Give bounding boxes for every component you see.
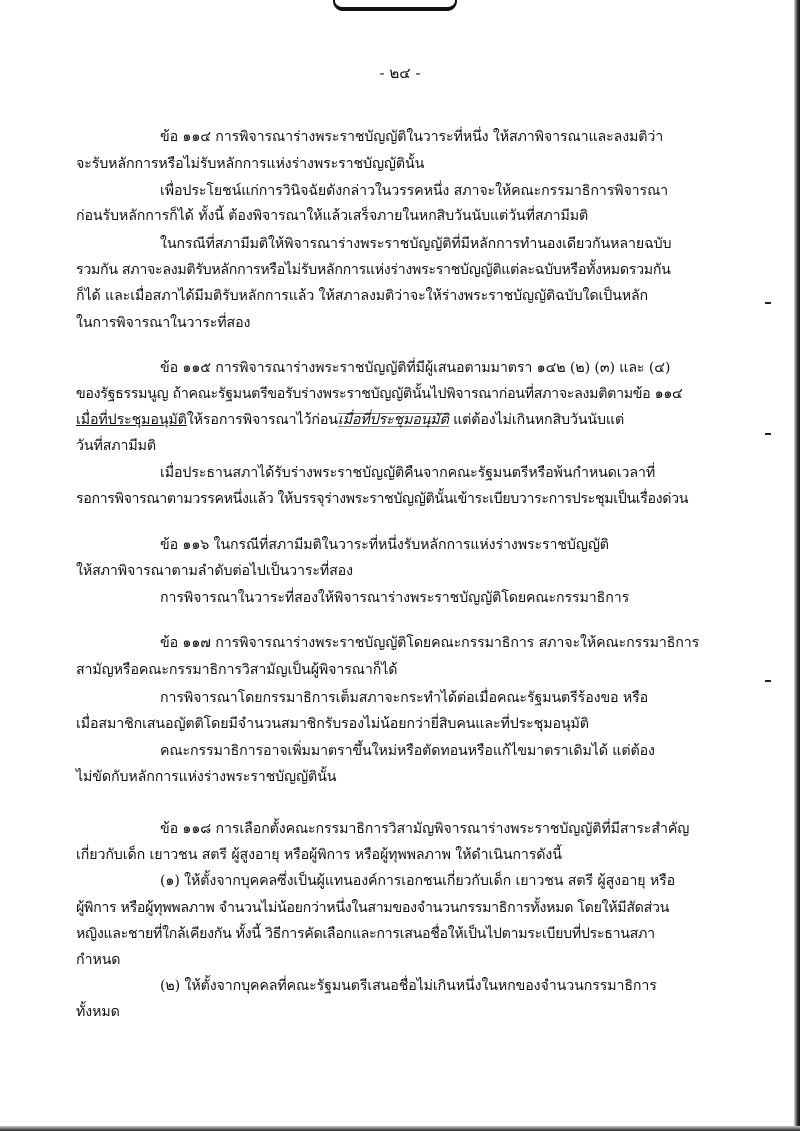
text-line: ก่อนรับหลักการก็ได้ ทั้งนี้ ต้องพิจารณาให้แล้วเสร็จภายในหกสิบวันนับแต่วันที่สภามีมติ <box>76 208 589 224</box>
text-segment: แต่ต้องไม่เกินหกสิบวันนับแต่ <box>448 412 625 428</box>
text-line: วันที่สภามีมติ <box>76 438 157 454</box>
text-line: (๒) ให้ตั้งจากบุคคลที่คณะรัฐมนตรีเสนอชื่อไม่เกินหนึ่งในหกของจำนวนกรรมาธิการ <box>160 978 657 994</box>
text-line: เพื่อประโยชน์แก่การวินิจฉัยดังกล่าวในวรรคหนึ่ง สภาจะให้คณะกรรมาธิการพิจารณา <box>160 183 668 199</box>
amended-text-underlined: เมื่อที่ประชุมอนุมัติ <box>76 412 187 428</box>
text-line: เกี่ยวกับเด็ก เยาวชน สตรี ผู้สูงอายุ หรือผู้พิการ หรือผู้ทุพพลภาพ ให้ดำเนินการดังนี้ <box>76 847 562 863</box>
scan-edge-right <box>794 0 800 1131</box>
text-segment: ให้รอการพิจารณาไว้ก่อน <box>186 412 338 428</box>
section-114-heading: ข้อ ๑๑๔ การพิจารณาร่างพระราชบัญญัติในวาระที่หนึ่ง ให้สภาพิจารณาและลงมติว่า <box>160 129 664 145</box>
section-116-heading: ข้อ ๑๑๖ ในกรณีที่สภามีมติในวาระที่หนึ่งรับหลักการแห่งร่างพระราชบัญญัติ <box>160 537 609 553</box>
text-line: ให้สภาพิจารณาตามลำดับต่อไปเป็นวาระที่สอง <box>76 563 353 579</box>
text-line: เมื่อสมาชิกเสนอญัตติโดยมีจำนวนสมาชิกรับรองไม่น้อยกว่ายี่สิบคนและที่ประชุมอนุมัติ <box>76 716 589 732</box>
text-line: รวมกัน สภาจะลงมติรับหลักการหรือไม่รับหลักการแห่งร่างพระราชบัญญัติแต่ละฉบับหรือทั้งหมดรวมกัน <box>76 262 671 278</box>
section-115-heading: ข้อ ๑๑๕ การพิจารณาร่างพระราชบัญญัติที่มีผู้เสนอตามมาตรา ๑๔๒ (๒) (๓) และ (๔) <box>160 360 671 376</box>
section-118-heading: ข้อ ๑๑๘ การเลือกตั้งคณะกรรมาธิการวิสามัญพิจารณาร่างพระราชบัญญัติที่มีสาระสำคัญ <box>160 821 690 837</box>
text-line: ก็ได้ และเมื่อสภาได้มีมติรับหลักการแล้ว ให้สภาลงมติว่าจะให้ร่างพระราชบัญญัติฉบับใดเป็นหลัก <box>76 288 649 304</box>
amendment-overstrike: เมื่อที่ประชุมอนุมัติ <box>337 412 449 428</box>
text-line <box>76 410 624 430</box>
text-line: หญิงและชายที่ใกล้เคียงกัน ทั้งนี้ วิธีการคัดเลือกและการเสนอชื่อให้เป็นไปตามระเบียบที่ประธานสภา <box>76 926 655 942</box>
section-117-heading: ข้อ ๑๑๗ การพิจารณาร่างพระราชบัญญัติโดยคณะกรรมาธิการ สภาจะให้คณะกรรมาธิการ <box>160 635 700 651</box>
margin-tick <box>765 302 771 304</box>
text-line: ของรัฐธรรมนูญ ถ้าคณะรัฐมนตรีขอรับร่างพระราชบัญญัตินั้นไปพิจารณาก่อนที่สภาจะลงมติตามข้อ ๑๑๔ <box>76 386 683 402</box>
text-line: คณะกรรมาธิการอาจเพิ่มมาตราขึ้นใหม่หรือตัดทอนหรือแก้ไขมาตราเดิมได้ แต่ต้อง <box>160 743 655 759</box>
margin-tick <box>765 680 771 682</box>
text-line: ทั้งหมด <box>76 1004 120 1020</box>
text-line: กำหนด <box>76 952 121 968</box>
margin-tick <box>765 433 771 435</box>
text-line: เมื่อประธานสภาได้รับร่างพระราชบัญญัติคืนจากคณะรัฐมนตรีหรือพ้นกำหนดเวลาที่ <box>160 465 656 481</box>
text-line: การพิจารณาโดยกรรมาธิการเต็มสภาจะกระทำได้ต่อเมื่อคณะรัฐมนตรีร้องขอ หรือ <box>160 690 649 706</box>
text-line: ในกรณีที่สภามีมติให้พิจารณาร่างพระราชบัญญัติที่มีหลักการทำนองเดียวกันหลายฉบับ <box>160 236 672 252</box>
scan-edge-bottom <box>0 1126 800 1131</box>
text-line: ผู้พิการ หรือผู้ทุพพลภาพ จำนวนไม่น้อยกว่าหนึ่งในสามของจำนวนกรรมาธิการทั้งหมด โดยให้มีสัดส่วน <box>76 900 670 916</box>
text-line: ในการพิจารณาในวาระที่สอง <box>76 315 251 331</box>
text-line: จะรับหลักการหรือไม่รับหลักการแห่งร่างพระราชบัญญัตินั้น <box>76 156 425 172</box>
scan-artifact-top <box>333 0 457 11</box>
text-line: (๑) ให้ตั้งจากบุคคลซึ่งเป็นผู้แทนองค์การเอกชนเกี่ยวกับเด็ก เยาวชน สตรี ผู้สูงอายุ หรือ <box>160 873 676 889</box>
text-line: ไม่ขัดกับหลักการแห่งร่างพระราชบัญญัตินั้น <box>76 769 337 785</box>
text-line: สามัญหรือคณะกรรมาธิการวิสามัญเป็นผู้พิจารณาก็ได้ <box>76 662 398 678</box>
page-number: - ๒๔ - <box>379 64 421 82</box>
text-line: รอการพิจารณาตามวรรคหนึ่งแล้ว ให้บรรจุร่างพระราชบัญญัตินั้นเข้าระเบียบวาระการประชุมเป็นเรื่องด่วน <box>76 491 689 507</box>
text-line: การพิจารณาในวาระที่สองให้พิจารณาร่างพระราชบัญญัติโดยคณะกรรมาธิการ <box>160 590 630 606</box>
